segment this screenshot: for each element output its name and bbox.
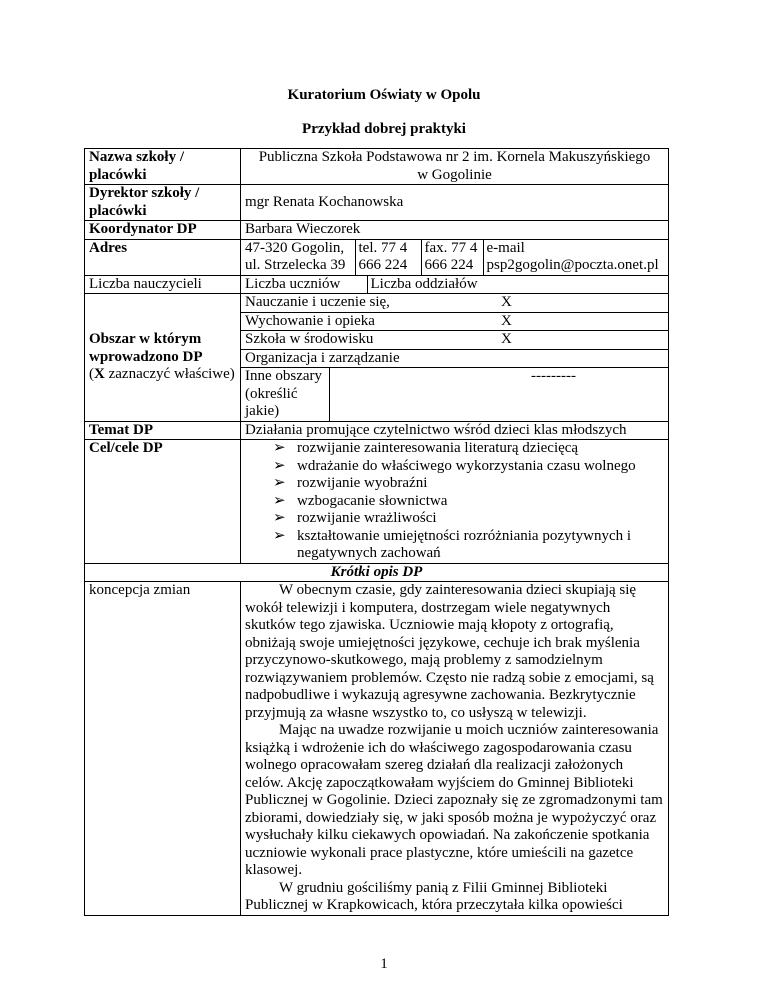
goal-item: ➢ rozwijanie wyobraźni [273, 475, 428, 491]
document-subtitle: Przykład dobrej praktyki [302, 121, 466, 137]
concept-label: koncepcja zmian [85, 582, 241, 916]
arrow-bullet-icon: ➢ [273, 510, 286, 526]
area-row-management: Organizacja i zarządzanie [241, 349, 668, 368]
topic-value: Działania promujące czytelnictwo wśród dzieci klas młodszych [241, 421, 669, 440]
row-area [85, 294, 669, 422]
area-row-environment: Szkoła w środowisku X [241, 331, 668, 350]
goal-item: ➢ rozwijanie wrażliwości [273, 510, 437, 526]
coordinator-value: Barbara Wieczorek [241, 221, 669, 240]
row-topic [85, 421, 669, 440]
goal-item: ➢ rozwijanie zainteresowania literaturą dziecięcą [273, 440, 579, 456]
area-label-title: Obszar w którym wprowadzono DP [89, 331, 203, 365]
row-counts [85, 275, 669, 294]
practice-table [84, 148, 669, 916]
area-mark-environment: X [489, 331, 668, 350]
goal-item: ➢ wdrażanie do właściwego wykorzystania czasu wolnego [273, 457, 636, 474]
director-value: mgr Renata Kochanowska [241, 185, 669, 221]
email-label: e-mail [486, 239, 525, 256]
topic-label: Temat DP [85, 421, 241, 440]
area-mark-teaching: X [489, 294, 668, 312]
concept-paragraph: W obecnym czasie, gdy zainteresowania dzieci skupiają się wokół telewizji i komputera, dostrzegam wiele negatywnych skutków tego zjawiska. Uczniowie mają kłopoty z ortografią, obniżają swoje umiejętności językowe, cechuje ich brak myślenia przyczynowo-skutkowego, mają problemy z samodzielnym rozwiązywaniem problemów. Często nie radzą sobie z emocjami, są nadpobudliwe i wykazują agresywne zachowania. Bezkrytycznie przyjmują za własne wszystko to, co usłyszą w telewizji. [245, 582, 654, 721]
arrow-bullet-icon: ➢ [273, 492, 286, 509]
address-label: Adres [85, 239, 241, 275]
email-value: psp2gogolin@poczta.onet.pl [486, 257, 659, 273]
area-mark-care: X [489, 312, 668, 331]
page-number: 1 [380, 956, 388, 972]
area-label-x: X [94, 366, 105, 382]
address-fax: fax. 77 4 666 224 [421, 240, 483, 275]
area-row-care: Wychowanie i opieka X [241, 312, 668, 331]
address-table [241, 240, 668, 275]
arrow-bullet-icon: ➢ [273, 457, 286, 474]
arrow-bullet-icon: ➢ [273, 527, 286, 544]
concept-paragraph: Mając na uwadze rozwijanie u moich uczniów zainteresowania książką i wdrożenie ich do właściwego zagospodarowania czasu wolnego opracowałam szereg działań dla realizacji założonych celów. Akcję zapoczątkowałam wyjściem do Gminnej Biblioteki Publicznej w Gogolinie. Dzieci zapoznały się ze zgromadzonymi tam zbiorami, dowiedziały się, w jaki sposób można je wypożyczyć oraz wysłuchały kilku ciekawych opowiadań. Na zakończenie spotkania uczniowie wykonali prace plastyczne, które umieścili na gazetce klasowej. [245, 722, 663, 878]
concept-paragraph: W grudniu gościliśmy panią z Filii Gminnej Biblioteki Publicznej w Krapkowicach, która przeczytała kilka opowieści [245, 879, 623, 913]
row-goals [85, 440, 669, 564]
arrow-bullet-icon: ➢ [273, 475, 286, 491]
students-count-label: Liczba uczniów [241, 276, 367, 294]
row-coordinator [85, 221, 669, 240]
area-mark-management [489, 349, 668, 368]
arrow-bullet-icon: ➢ [273, 440, 286, 456]
row-director [85, 185, 669, 221]
school-label: Nazwa szkoły / placówki [85, 149, 241, 185]
row-school [85, 149, 669, 185]
area-row-teaching: Nauczanie i uczenie się, X [241, 294, 668, 312]
goal-item: ➢ kształtowanie umiejętności rozróżniania pozytywnych i negatywnych zachowań [273, 527, 632, 561]
area-table [241, 294, 668, 421]
row-address [85, 239, 669, 275]
row-summary-heading [85, 563, 669, 582]
goals-label: Cel/cele DP [85, 440, 241, 564]
address-street: 47-320 Gogolin, ul. Strzelecka 39 [241, 240, 355, 275]
summary-heading: Krótki opis DP [85, 563, 669, 582]
goal-item: ➢ wzbogacanie słownictwa [273, 492, 448, 509]
goals-list [245, 440, 664, 563]
address-tel: tel. 77 4 666 224 [355, 240, 421, 275]
area-row-other [241, 368, 668, 421]
school-value [241, 149, 669, 185]
school-name-line2: w Gogolinie [417, 166, 492, 183]
area-label: Obszar w którym wprowadzono DP (X zaznaczyć właściwe) [85, 294, 241, 422]
director-label: Dyrektor szkoły / placówki [85, 185, 241, 221]
area-other-value: --------- [329, 368, 668, 421]
area-other-label: Inne obszary (określić jakie) [241, 368, 329, 421]
classes-count-label: Liczba oddziałów [370, 275, 478, 292]
coordinator-label: Koordynator DP [85, 221, 241, 240]
concept-text [241, 582, 669, 916]
teachers-count-label: Liczba nauczycieli [85, 275, 241, 294]
row-concept [85, 582, 669, 916]
school-name-line1: Publiczna Szkoła Podstawowa nr 2 im. Kornela Makuszyńskiego [258, 149, 651, 165]
area-label-note: zaznaczyć właściwe) [104, 366, 235, 382]
document-title: Kuratorium Oświaty w Opolu [287, 87, 481, 103]
